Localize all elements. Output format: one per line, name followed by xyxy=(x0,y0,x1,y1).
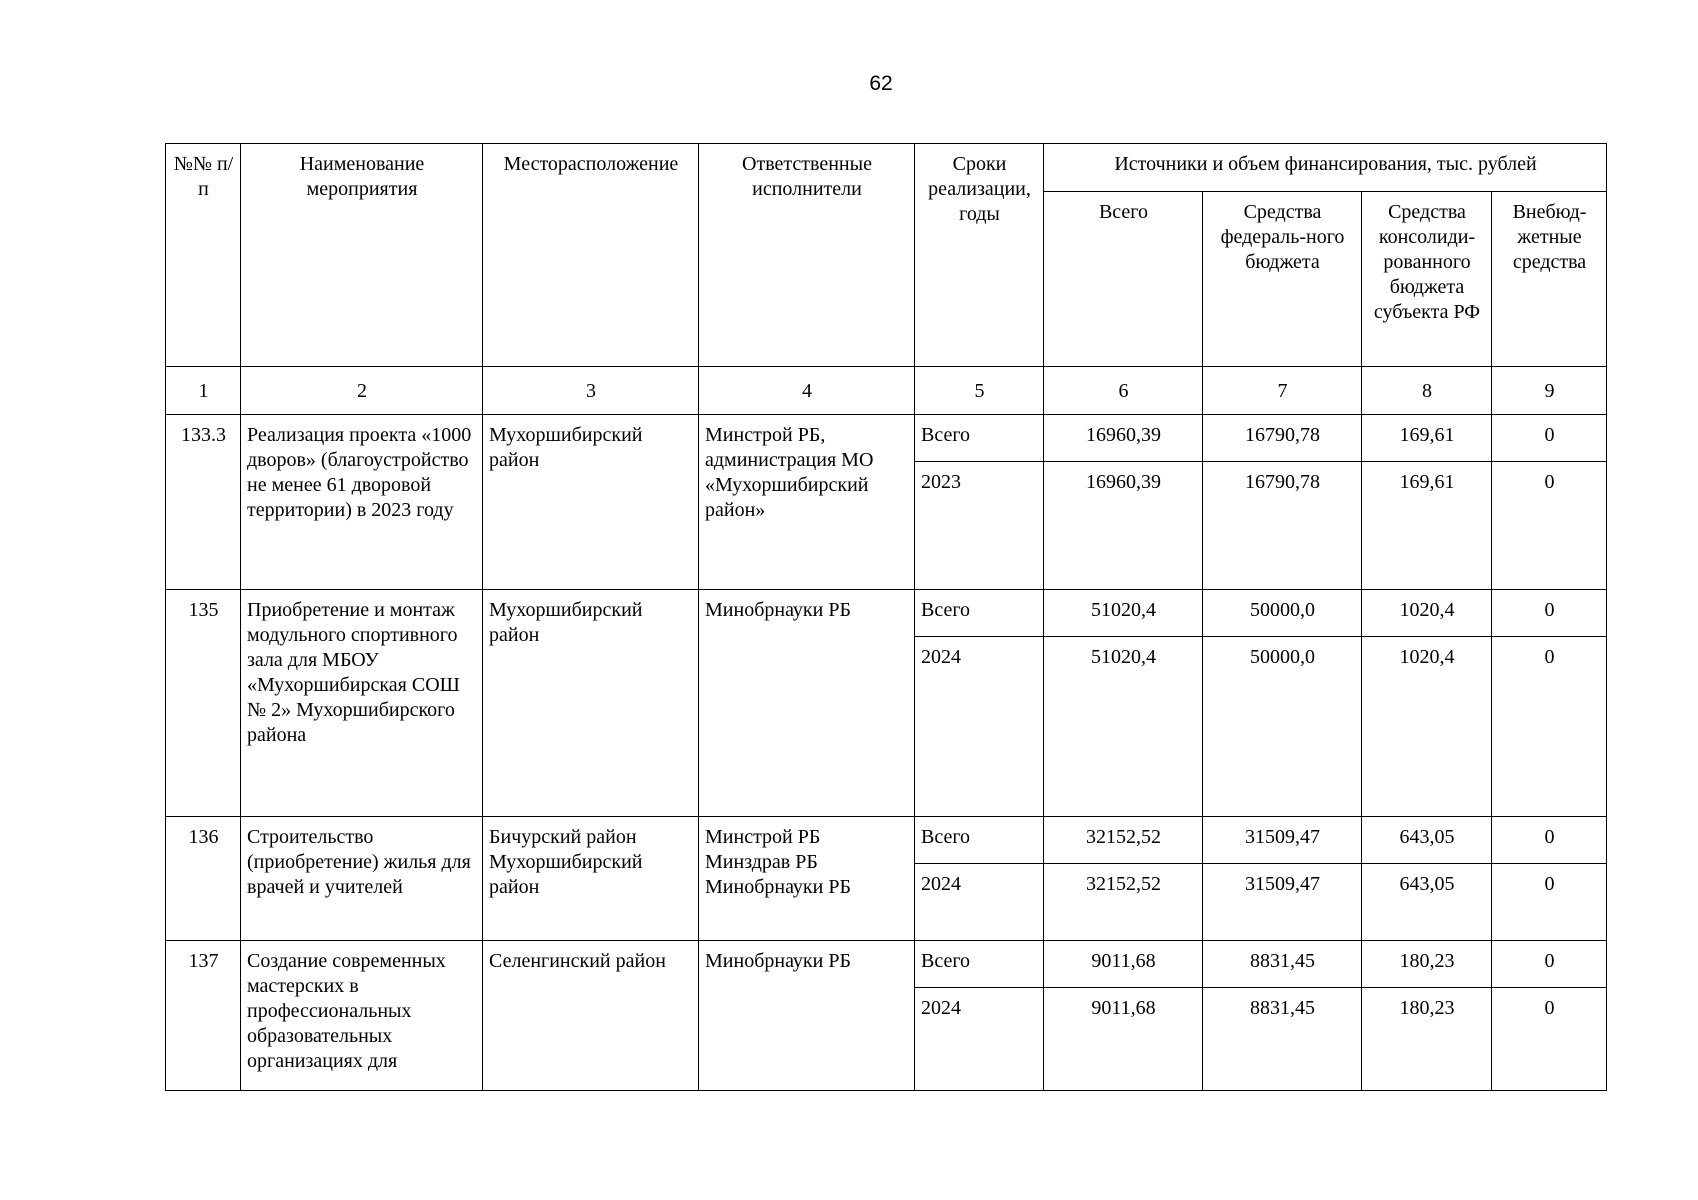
location: Бичурский район Мухоршибирский район xyxy=(483,817,699,941)
column-number: 9 xyxy=(1492,367,1607,415)
header-total: Всего xyxy=(1044,192,1203,367)
table-row xyxy=(166,941,1607,988)
extrabudgetary-amount: 0 xyxy=(1492,637,1607,817)
period: Всего xyxy=(915,817,1044,864)
regional-amount: 169,61 xyxy=(1362,415,1492,462)
federal-amount: 16790,78 xyxy=(1203,462,1362,590)
header-funding-sources: Источники и объем финансирования, тыс. рублей xyxy=(1044,144,1607,192)
responsible: Минобрнауки РБ xyxy=(699,590,915,817)
column-number: 1 xyxy=(166,367,241,415)
table-row xyxy=(166,415,1607,462)
extrabudgetary-amount: 0 xyxy=(1492,415,1607,462)
regional-amount: 643,05 xyxy=(1362,817,1492,864)
period: Всего xyxy=(915,415,1044,462)
regional-amount: 1020,4 xyxy=(1362,637,1492,817)
federal-amount: 50000,0 xyxy=(1203,637,1362,817)
header-extrabudgetary: Внебюд-жетные средства xyxy=(1492,192,1607,367)
row-number: 137 xyxy=(166,941,241,1091)
header-number: №№ п/п xyxy=(166,144,241,367)
extrabudgetary-amount: 0 xyxy=(1492,988,1607,1091)
total-amount: 51020,4 xyxy=(1044,637,1203,817)
federal-amount: 8831,45 xyxy=(1203,988,1362,1091)
column-number: 5 xyxy=(915,367,1044,415)
regional-amount: 643,05 xyxy=(1362,864,1492,941)
header-responsible: Ответственные исполнители xyxy=(699,144,915,367)
funding-table xyxy=(165,143,1607,1091)
column-number-row xyxy=(166,367,1607,415)
extrabudgetary-amount: 0 xyxy=(1492,590,1607,637)
header-location: Месторасположение xyxy=(483,144,699,367)
location: Мухоршибирский район xyxy=(483,590,699,817)
total-amount: 32152,52 xyxy=(1044,864,1203,941)
column-number: 7 xyxy=(1203,367,1362,415)
federal-amount: 8831,45 xyxy=(1203,941,1362,988)
responsible: Минобрнауки РБ xyxy=(699,941,915,1091)
header-federal-budget: Средства федераль-ного бюджета xyxy=(1203,192,1362,367)
event-name: Создание современных мастерских в профессиональных образовательных организациях для xyxy=(241,941,483,1091)
federal-amount: 50000,0 xyxy=(1203,590,1362,637)
period: 2024 xyxy=(915,864,1044,941)
regional-amount: 180,23 xyxy=(1362,941,1492,988)
table-row xyxy=(166,817,1607,864)
period: Всего xyxy=(915,941,1044,988)
responsible: Минстрой РБ, администрация МО «Мухоршибирский район» xyxy=(699,415,915,590)
period: 2024 xyxy=(915,988,1044,1091)
regional-amount: 180,23 xyxy=(1362,988,1492,1091)
total-amount: 16960,39 xyxy=(1044,462,1203,590)
regional-amount: 1020,4 xyxy=(1362,590,1492,637)
column-number: 3 xyxy=(483,367,699,415)
federal-amount: 31509,47 xyxy=(1203,817,1362,864)
column-number: 6 xyxy=(1044,367,1203,415)
extrabudgetary-amount: 0 xyxy=(1492,864,1607,941)
federal-amount: 16790,78 xyxy=(1203,415,1362,462)
period: 2023 xyxy=(915,462,1044,590)
period: Всего xyxy=(915,590,1044,637)
column-number: 2 xyxy=(241,367,483,415)
extrabudgetary-amount: 0 xyxy=(1492,941,1607,988)
total-amount: 32152,52 xyxy=(1044,817,1203,864)
event-name: Реализация проекта «1000 дворов» (благоустройство не менее 61 дворовой территории) в 2023 году xyxy=(241,415,483,590)
event-name: Строительство (приобретение) жилья для врачей и учителей xyxy=(241,817,483,941)
total-amount: 9011,68 xyxy=(1044,988,1203,1091)
location: Селенгинский район xyxy=(483,941,699,1091)
regional-amount: 169,61 xyxy=(1362,462,1492,590)
extrabudgetary-amount: 0 xyxy=(1492,817,1607,864)
page-number: 62 xyxy=(869,72,893,95)
period: 2024 xyxy=(915,637,1044,817)
event-name: Приобретение и монтаж модульного спортивного зала для МБОУ «Мухоршибирская СОШ № 2» Мухоршибирского района xyxy=(241,590,483,817)
federal-amount: 31509,47 xyxy=(1203,864,1362,941)
column-number: 8 xyxy=(1362,367,1492,415)
extrabudgetary-amount: 0 xyxy=(1492,462,1607,590)
row-number: 133.3 xyxy=(166,415,241,590)
location: Мухоршибирский район xyxy=(483,415,699,590)
responsible: Минстрой РБ Минздрав РБ Минобрнауки РБ xyxy=(699,817,915,941)
column-number: 4 xyxy=(699,367,915,415)
total-amount: 9011,68 xyxy=(1044,941,1203,988)
header-regional-budget: Средства консолиди-рованного бюджета субъекта РФ xyxy=(1362,192,1492,367)
table-row xyxy=(166,590,1607,637)
header-period: Сроки реализации, годы xyxy=(915,144,1044,367)
total-amount: 16960,39 xyxy=(1044,415,1203,462)
row-number: 135 xyxy=(166,590,241,817)
header-event-name: Наименование мероприятия xyxy=(241,144,483,367)
row-number: 136 xyxy=(166,817,241,941)
total-amount: 51020,4 xyxy=(1044,590,1203,637)
